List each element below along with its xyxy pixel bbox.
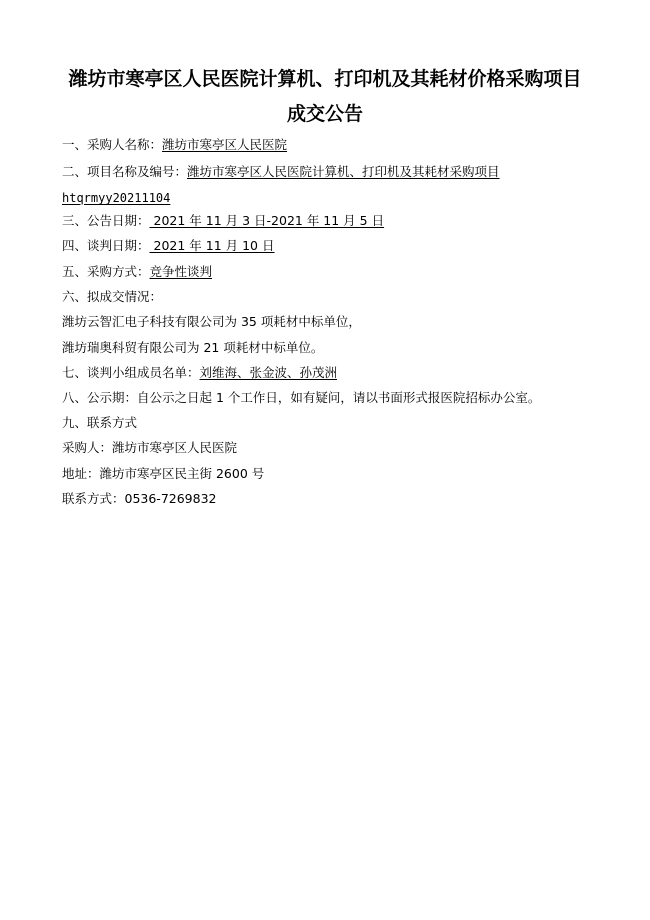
result-line-2: 潍坊瑞奥科贸有限公司为 21 项耗材中标单位。 (62, 340, 324, 355)
announce-date-value: 2021 年 11 月 3 日-2021 年 11 月 5 日 (149, 213, 385, 228)
method-value: 竞争性谈判 (149, 264, 213, 279)
document-subtitle: 成交公告 (286, 103, 363, 125)
announce-date-line (62, 212, 622, 230)
contact-heading: 九、联系方式 (62, 415, 138, 430)
announce-date-label: 三、公告日期： (62, 213, 150, 228)
result-line-1: 潍坊云智汇电子科技有限公司为 35 项耗材中标单位， (62, 314, 361, 329)
purchaser-line (62, 136, 622, 154)
contact-purchaser: 采购人：潍坊市寒亭区人民医院 (62, 440, 238, 455)
panel-label: 七、谈判小组成员名单： (62, 365, 200, 380)
negotiation-date-line (62, 237, 622, 255)
negotiation-date-value: 2021 年 11 月 10 日 (149, 238, 275, 253)
project-label: 二、项目名称及编号： (62, 164, 188, 179)
contact-address: 地址：潍坊市寒亭区民主街 2600 号 (62, 466, 265, 481)
project-line (62, 163, 622, 181)
purchaser-value: 潍坊市寒亭区人民医院 (162, 137, 288, 152)
panel-line (62, 364, 622, 382)
contact-phone: 联系方式：0536-7269832 (62, 491, 217, 506)
publicity-line: 八、公示期：自公示之日起 1 个工作日，如有疑问，请以书面形式报医院招标办公室。 (62, 390, 541, 405)
negotiation-date-label: 四、谈判日期： (62, 238, 150, 253)
purchaser-label: 一、采购人名称： (62, 137, 163, 152)
method-label: 五、采购方式： (62, 264, 150, 279)
document-title: 潍坊市寒亭区人民医院计算机、打印机及其耗材价格采购项目 (68, 68, 582, 90)
project-value: 潍坊市寒亭区人民医院计算机、打印机及其耗材采购项目 (187, 164, 500, 179)
panel-value: 刘维海、张金波、孙茂洲 (199, 365, 338, 380)
method-line (62, 263, 622, 281)
project-code (62, 189, 622, 207)
project-code-value: htqrmyy20211104 (62, 191, 171, 205)
result-heading: 六、拟成交情况： (62, 289, 163, 304)
